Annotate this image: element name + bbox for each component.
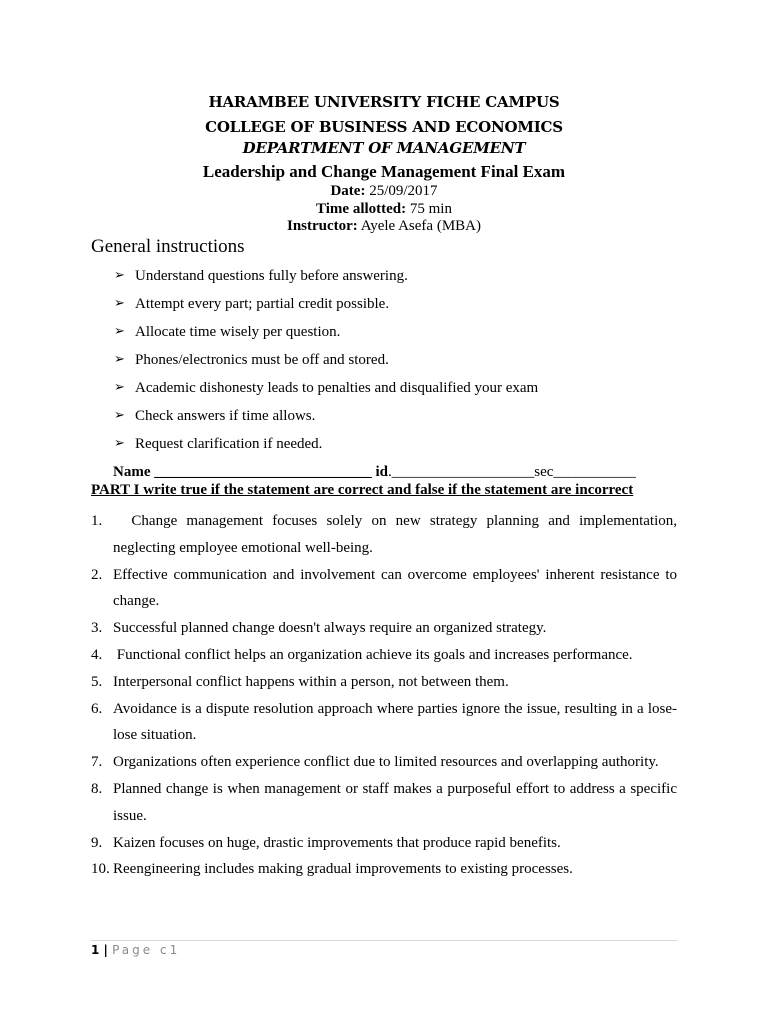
time-label: Time allotted: bbox=[316, 201, 407, 217]
question-text: Avoidance is a dispute resolution approach where parties ignore the issue, resulting in a lose-lose situation. bbox=[113, 700, 677, 744]
instructions-list bbox=[114, 266, 538, 462]
question-item bbox=[91, 615, 677, 642]
sec-label: sec bbox=[534, 464, 554, 480]
question-text: Effective communication and involvement can overcome employees' inherent resistance to change. bbox=[113, 566, 681, 610]
instruction-text: Attempt every part; partial credit possible. bbox=[135, 296, 390, 312]
student-info-row bbox=[113, 464, 636, 481]
question-item bbox=[91, 776, 681, 830]
page-label: Page c1 bbox=[112, 943, 181, 957]
arrow-bullet-icon: ➢ bbox=[114, 408, 125, 423]
question-text: Interpersonal conflict happens within a person, not between them. bbox=[113, 673, 509, 690]
arrow-bullet-icon: ➢ bbox=[114, 268, 125, 283]
question-text: Change management focuses solely on new strategy planning and implementation, neglecting employee emotional well-being. bbox=[113, 513, 681, 556]
page-footer bbox=[91, 943, 180, 957]
instructions-heading: General instructions bbox=[91, 236, 245, 257]
instruction-item bbox=[114, 322, 538, 350]
date-value: 25/09/2017 bbox=[365, 183, 438, 199]
instruction-item bbox=[114, 434, 538, 462]
university-name: HARAMBEE UNIVERSITY FICHE CAMPUS bbox=[208, 93, 560, 111]
instruction-text: Phones/electronics must be off and stored. bbox=[135, 352, 389, 368]
instruction-text: Allocate time wisely per question. bbox=[135, 324, 341, 340]
arrow-bullet-icon: ➢ bbox=[114, 352, 125, 367]
exam-instructor bbox=[0, 218, 768, 235]
question-item bbox=[91, 749, 677, 776]
question-text: Planned change is when management or staff makes a purposeful effort to address a specific issue. bbox=[113, 780, 681, 824]
question-text: Reengineering includes making gradual improvements to existing processes. bbox=[113, 861, 573, 878]
arrow-bullet-icon: ➢ bbox=[114, 380, 125, 395]
question-list bbox=[91, 508, 681, 883]
instructor-label: Instructor: bbox=[286, 218, 358, 234]
question-number: 9. bbox=[91, 834, 103, 851]
college-name: COLLEGE OF BUSINESS AND ECONOMICS bbox=[205, 118, 563, 136]
question-item bbox=[91, 669, 677, 696]
time-value: 75 min bbox=[406, 201, 452, 217]
question-number: 3. bbox=[91, 620, 103, 637]
footer-separator: | bbox=[99, 943, 113, 957]
instruction-item bbox=[114, 294, 538, 322]
page-number: 1 bbox=[91, 943, 100, 957]
instruction-text: Understand questions fully before answering. bbox=[135, 268, 408, 284]
instructor-value: Ayele Asefa (MBA) bbox=[357, 218, 481, 234]
arrow-bullet-icon: ➢ bbox=[114, 296, 125, 311]
arrow-bullet-icon: ➢ bbox=[114, 324, 125, 339]
instruction-text: Request clarification if needed. bbox=[135, 436, 323, 452]
question-item bbox=[91, 508, 681, 562]
part1-heading: PART I write true if the statement are correct and false if the statement are incorrect bbox=[91, 482, 634, 498]
department-name: DEPARTMENT OF MANAGEMENT bbox=[242, 139, 526, 157]
question-number: 2. bbox=[91, 566, 103, 583]
instruction-text: Academic dishonesty leads to penalties and disqualified your exam bbox=[135, 380, 539, 396]
question-item bbox=[91, 696, 677, 750]
question-text: Successful planned change doesn't always require an organized strategy. bbox=[113, 620, 547, 637]
instruction-text: Check answers if time allows. bbox=[135, 408, 316, 424]
instruction-item bbox=[114, 266, 538, 294]
footer-divider bbox=[90, 940, 678, 941]
name-label: Name bbox=[113, 464, 155, 480]
question-item bbox=[91, 642, 677, 669]
exam-time bbox=[0, 201, 768, 218]
question-number: 1. bbox=[91, 513, 103, 529]
question-number: 7. bbox=[91, 754, 103, 771]
question-number: 8. bbox=[91, 780, 103, 797]
instruction-item bbox=[114, 378, 538, 406]
name-blank: _____________________________ bbox=[154, 464, 372, 480]
id-label: id bbox=[371, 464, 389, 480]
question-text: Functional conflict helps an organization achieve its goals and increases performance. bbox=[113, 646, 633, 663]
question-number: 5. bbox=[91, 673, 103, 690]
arrow-bullet-icon: ➢ bbox=[114, 436, 125, 451]
id-blank: .___________________ bbox=[388, 464, 535, 480]
question-number: 4. bbox=[91, 646, 103, 663]
question-text: Organizations often experience conflict due to limited resources and overlapping authority. bbox=[113, 754, 659, 771]
question-item bbox=[91, 856, 677, 883]
question-item bbox=[91, 830, 677, 857]
question-number: 6. bbox=[91, 700, 103, 717]
exam-title: Leadership and Change Management Final Exam bbox=[202, 162, 566, 181]
exam-date bbox=[0, 183, 768, 200]
instruction-item bbox=[114, 350, 538, 378]
date-label: Date: bbox=[330, 183, 366, 199]
question-number: 10. bbox=[91, 861, 110, 878]
question-item bbox=[91, 562, 681, 616]
sec-blank: ___________ bbox=[553, 464, 636, 480]
instruction-item bbox=[114, 406, 538, 434]
question-text: Kaizen focuses on huge, drastic improvements that produce rapid benefits. bbox=[113, 834, 561, 851]
